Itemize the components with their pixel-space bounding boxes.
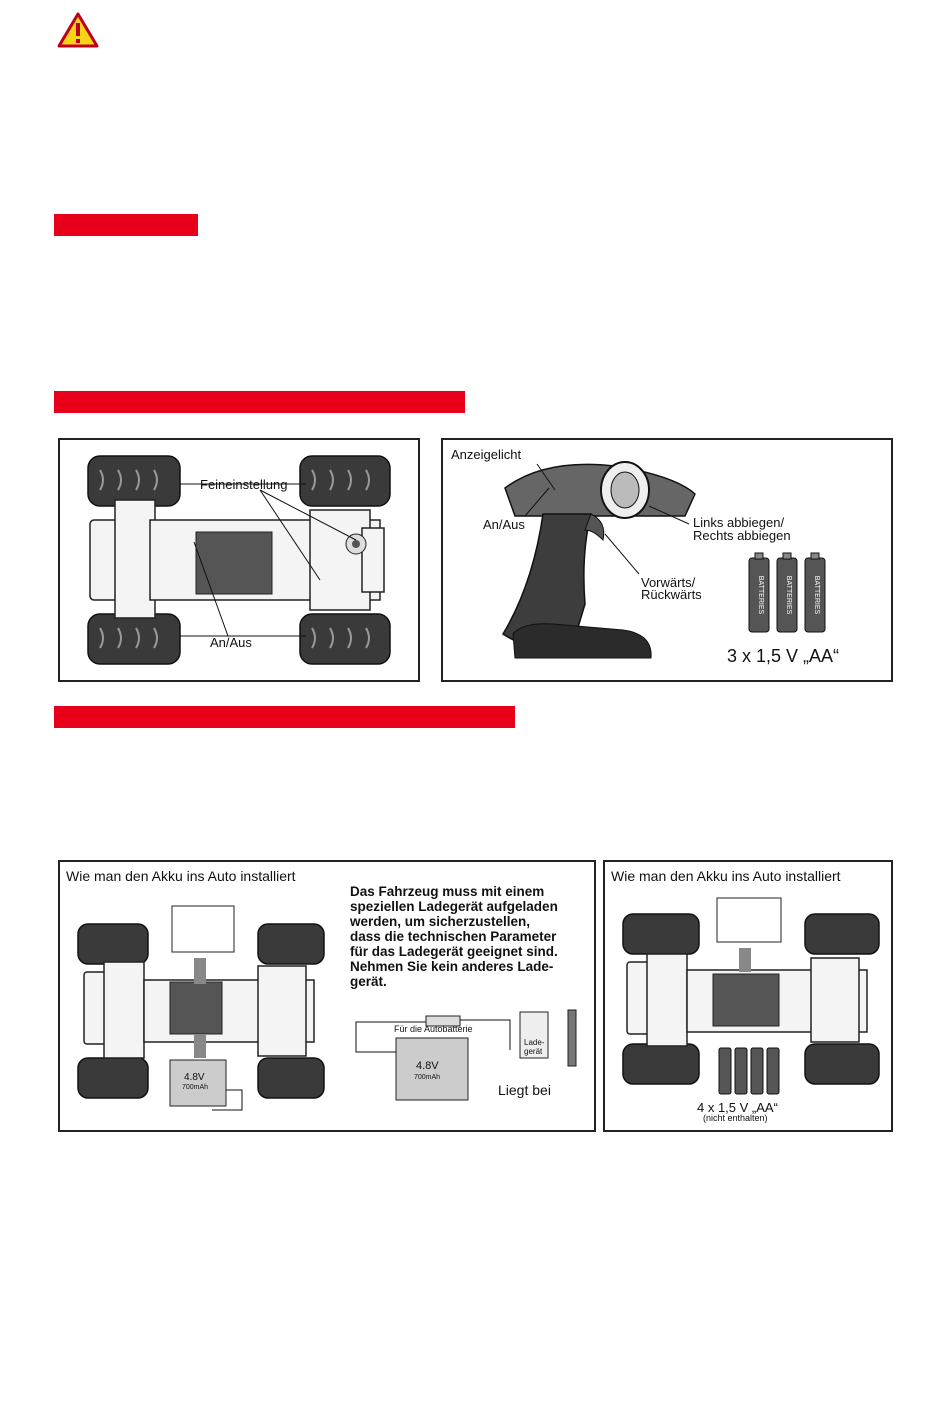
warning-icon (57, 12, 99, 48)
car-diagram-panel (58, 438, 420, 682)
label-an-aus-car: An/Aus (210, 635, 252, 650)
label-rechts-abbiegen: Rechts abbiegen (693, 528, 791, 543)
section-bar-3 (54, 706, 515, 728)
install-right-panel (603, 860, 893, 1132)
battery-cell-label: BATTERIES (785, 575, 792, 615)
install-left-title: Wie man den Akku ins Auto installiert (66, 868, 296, 884)
battery-note-3aa: 3 x 1,5 V „AA“ (727, 646, 840, 666)
pack-voltage-left: 4.8V (184, 1072, 205, 1083)
label-rueckwaerts: Rückwärts (641, 587, 702, 602)
battery-cell-label: BATTERIES (813, 575, 820, 615)
label-vorwaerts: Vorwärts/ (641, 575, 696, 590)
aa-batteries-install (719, 1048, 779, 1094)
label-fuer-autobatterie: Für die Autobatterie (394, 1024, 473, 1034)
label-liegt-bei: Liegt bei (498, 1082, 551, 1098)
install-right-title: Wie man den Akku ins Auto installiert (611, 868, 841, 884)
pack-voltage-charger: 4.8V (416, 1060, 439, 1072)
label-an-aus-remote: An/Aus (483, 517, 525, 532)
section-bar-2 (54, 391, 465, 413)
label-anzeigelicht: Anzeigelicht (451, 447, 522, 462)
install-right-illustration (605, 862, 891, 1130)
pack-capacity-charger: 700mAh (414, 1074, 441, 1081)
pack-capacity-left: 700mAh (182, 1084, 209, 1091)
install-left-panel (58, 860, 596, 1132)
battery-cell-label: BATTERIES (757, 575, 764, 615)
label-links-abbiegen: Links abbiegen/ (693, 515, 785, 530)
not-included-note: (nicht enthalten) (703, 1113, 768, 1123)
remote-diagram-panel (441, 438, 893, 682)
label-ladegeraet: Lade- gerät (524, 1038, 545, 1056)
section-bar-1 (54, 214, 198, 236)
charger-note: Das Fahrzeug muss mit einem speziellen Ladegerät aufgeladen werden, um sicherzustellen, dass die technischen Parameter für das Ladegerät geeignet sind. Nehmen Sie kein anderes Lade- gerät. (350, 884, 558, 989)
label-feineinstellung: Feineinstellung (200, 477, 288, 492)
remote-control-illustration (443, 440, 891, 680)
battery-note-4aa: 4 x 1,5 V „AA“ (697, 1100, 778, 1115)
